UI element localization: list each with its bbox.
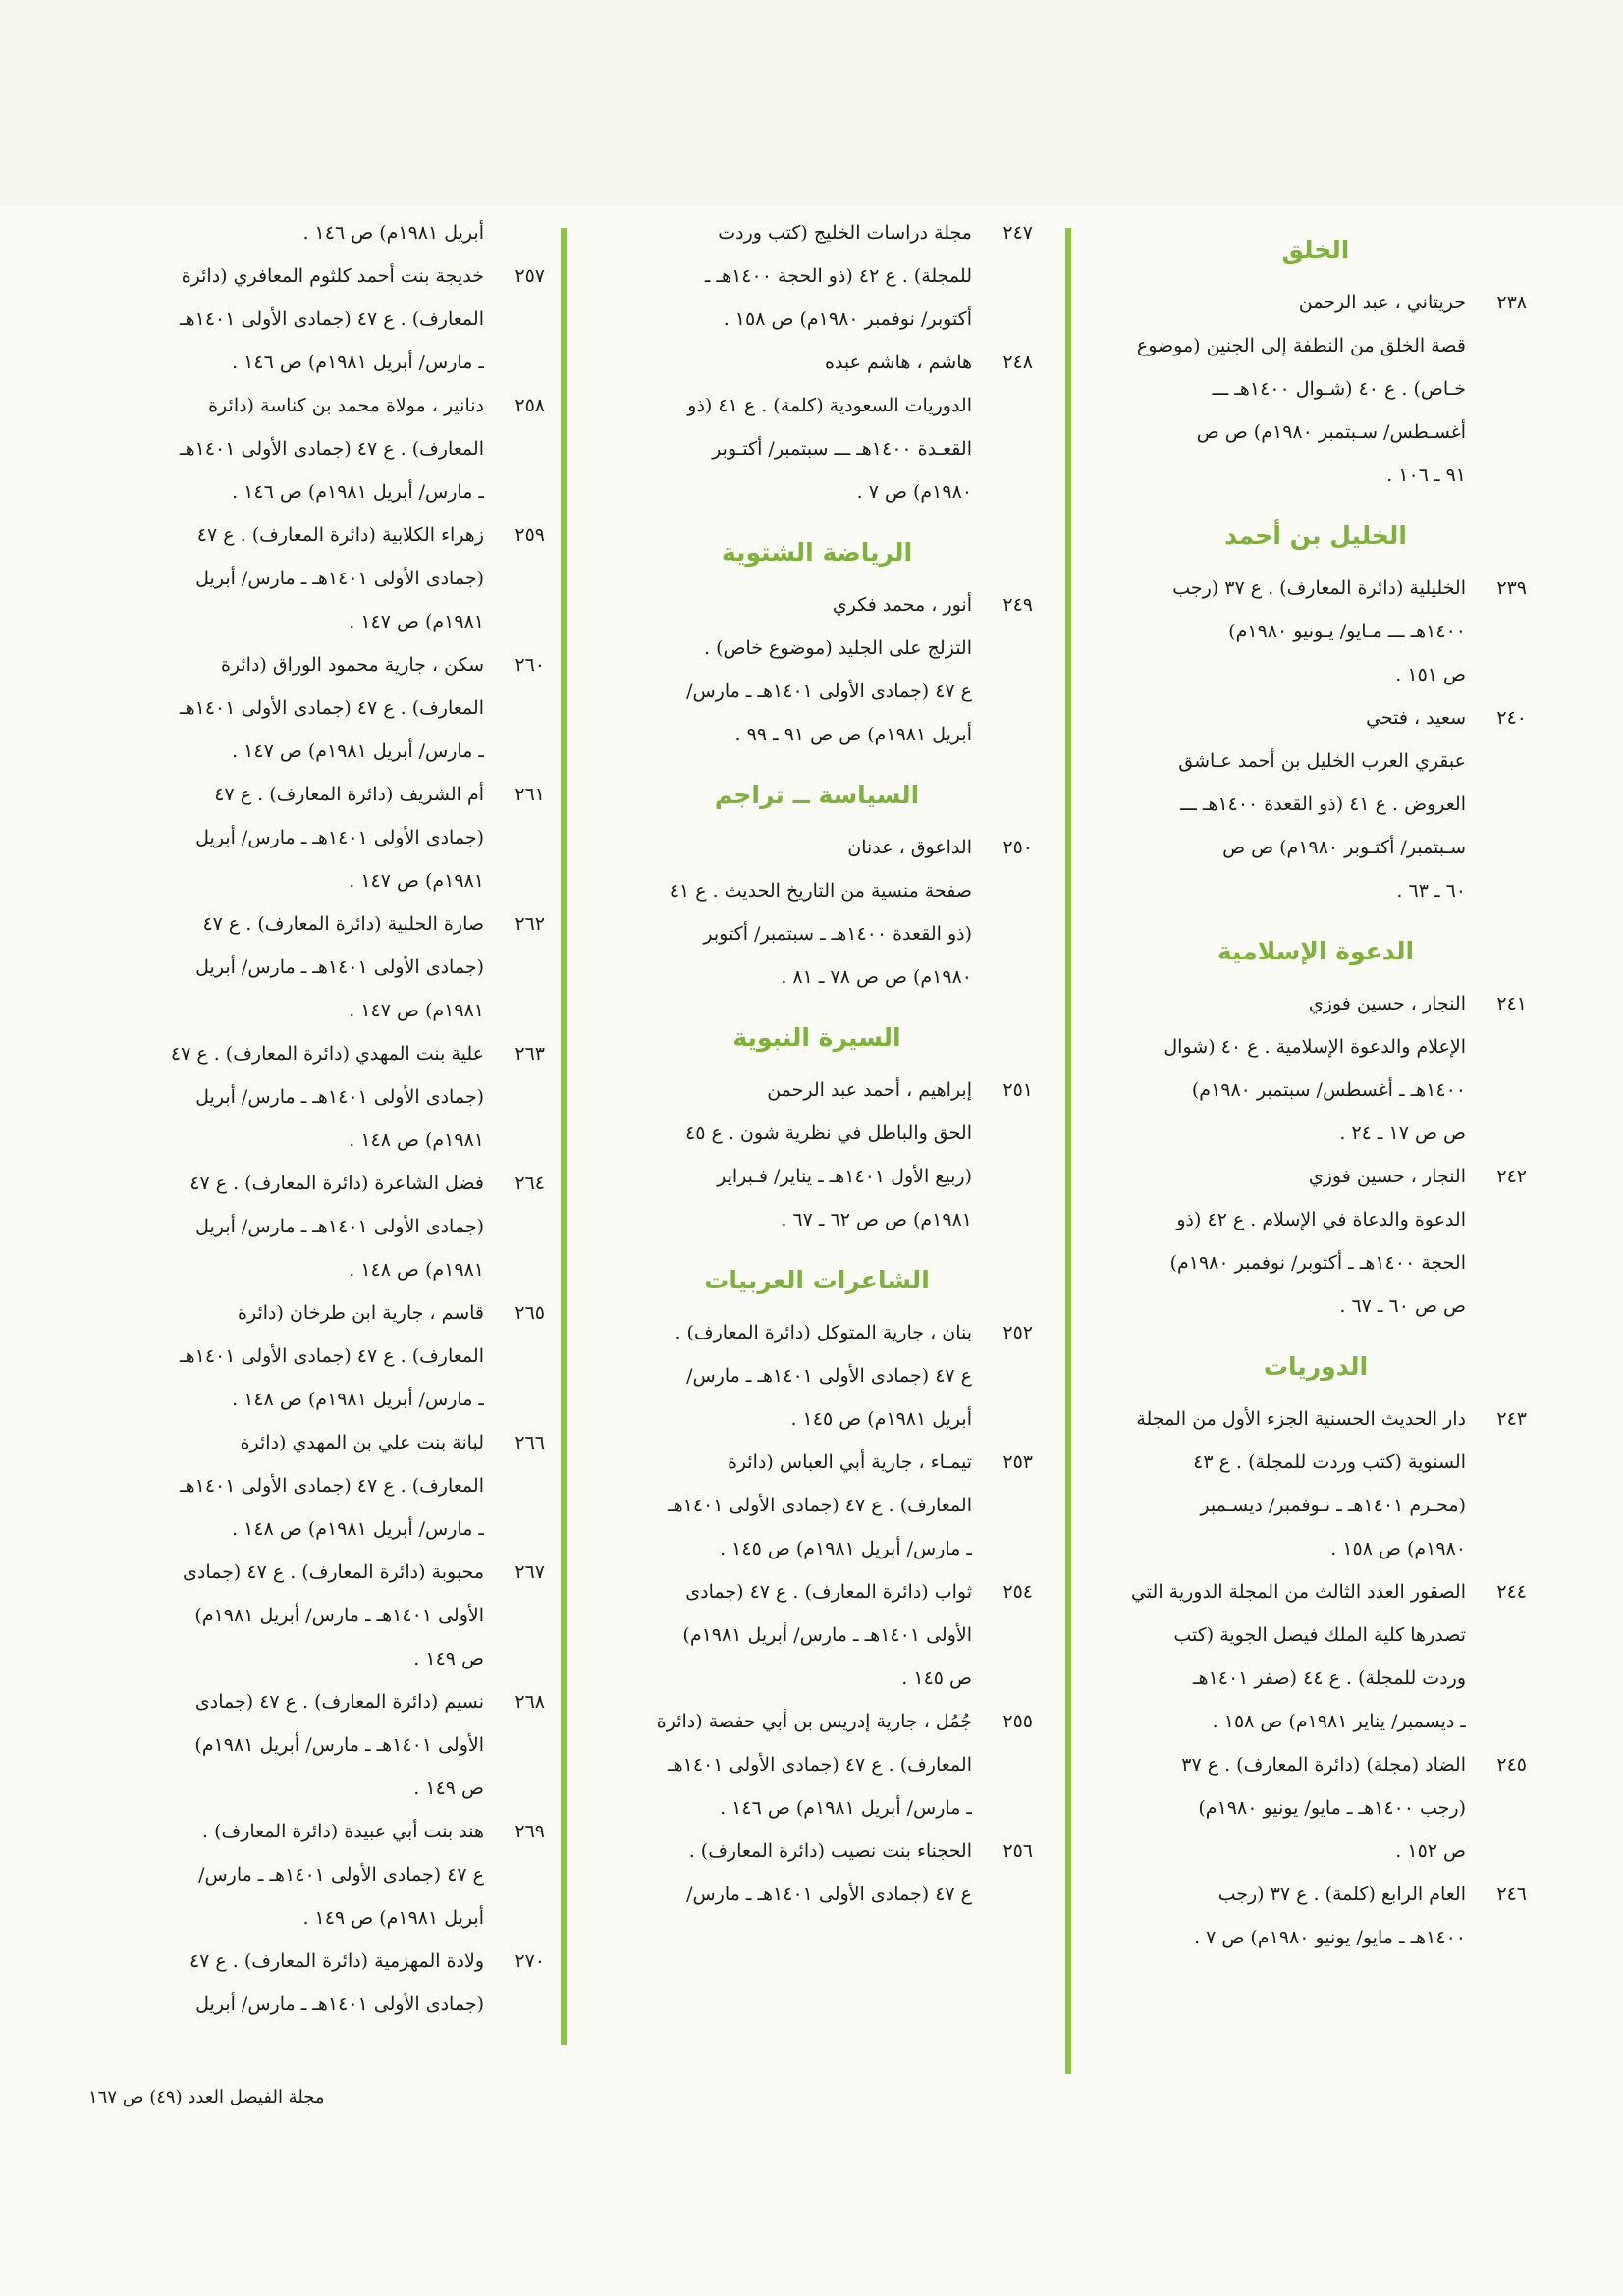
entry-line: الضاد (مجلة) (دائرة المعارف) . ع ٣٧ xyxy=(1181,1754,1466,1776)
entry-number: ٢٦٠ xyxy=(514,654,545,676)
entry-line: الأولى ١٤٠١هـ ـ مارس/ أبريل ١٩٨١م) xyxy=(194,1734,484,1756)
index-entry xyxy=(113,1940,545,2026)
entry-line: ص ١٤٩ . xyxy=(413,1777,484,1799)
entry-line: أبريل ١٩٨١م) ص ١٤٩ . xyxy=(302,1907,484,1929)
entry-number: ٢٦٥ xyxy=(514,1302,545,1324)
entry-number: ٢٥٠ xyxy=(1002,837,1033,858)
index-entry xyxy=(113,211,545,254)
entry-line: الإعلام والدعوة الإسلامية . ع ٤٠ (شوال xyxy=(1163,1036,1466,1058)
index-entry xyxy=(113,254,545,384)
entry-line: ٩١ ـ ١٠٦ . xyxy=(1386,465,1466,486)
entry-line: ص ١٥١ . xyxy=(1395,664,1466,685)
entry-number: ٢٤٠ xyxy=(1496,707,1527,729)
entry-line: جُمُل ، جارية إدريس بن أبي حفصة (دائرة xyxy=(656,1711,972,1732)
entry-number: ٢٥٥ xyxy=(1002,1711,1033,1732)
entry-line: ١٩٨٠م) ص ٧ . xyxy=(856,481,972,503)
index-entry xyxy=(1105,281,1527,497)
entry-number: ٢٤٣ xyxy=(1496,1408,1527,1430)
entry-line: ١٩٨١م) ص ١٤٨ . xyxy=(349,1259,484,1281)
entry-number: ٢٤٨ xyxy=(1002,352,1033,373)
entry-line: ع ٤٧ (جمادى الأولى ١٤٠١هـ ـ مارس/ xyxy=(686,1884,972,1905)
entry-line: المعارف) . ع ٤٧ (جمادى الأولى ١٤٠١هـ xyxy=(180,308,484,330)
entry-number: ٢٤٦ xyxy=(1496,1884,1527,1905)
entry-line: ـ مارس/ أبريل ١٩٨١م) ص ١٤٧ . xyxy=(232,740,484,762)
entry-line: ـ مارس/ أبريل ١٩٨١م) ص ١٤٦ . xyxy=(232,481,484,503)
entry-number: ٢٦١ xyxy=(514,784,545,805)
entry-number: ٢٤٧ xyxy=(1002,222,1033,244)
entry-line: القعـدة ١٤٠٠هـ ـــ سبتمبر/ أكتـوبر xyxy=(712,438,972,460)
entry-line: المعارف) . ع ٤٧ (جمادى الأولى ١٤٠١هـ xyxy=(180,697,484,719)
page-footer: مجلة الفيصل العدد (٤٩) ص ١٦٧ xyxy=(88,2087,325,2107)
column-divider xyxy=(561,228,567,2045)
entry-line: (جمادى الأولى ١٤٠١هـ ـ مارس/ أبريل xyxy=(195,1086,484,1108)
index-entry xyxy=(601,1311,1033,1441)
entry-line: ١٩٨١م) ص ص ٦٢ ـ ٦٧ . xyxy=(781,1209,972,1230)
index-entry xyxy=(113,384,545,514)
entry-line: (جمادى الأولى ١٤٠١هـ ـ مارس/ أبريل xyxy=(195,827,484,848)
entry-line: المعارف) . ع ٤٧ (جمادى الأولى ١٤٠١هـ xyxy=(668,1495,972,1516)
entry-line: العام الرابع (كلمة) . ع ٣٧ (رجب xyxy=(1217,1884,1466,1905)
section-heading: الخلق xyxy=(1281,236,1350,264)
index-entry xyxy=(113,643,545,773)
index-entry xyxy=(113,1291,545,1421)
index-entry xyxy=(113,902,545,1032)
entry-line: لبانة بنت علي بن المهدي (دائرة xyxy=(240,1432,484,1453)
entry-line: ـ مارس/ أبريل ١٩٨١م) ص ١٤٦ . xyxy=(232,352,484,373)
entry-line: نسيم (دائرة المعارف) . ع ٤٧ (جمادى xyxy=(194,1691,484,1713)
entry-line: ـ مارس/ أبريل ١٩٨١م) ص ١٤٨ . xyxy=(232,1518,484,1540)
entry-line: (جمادى الأولى ١٤٠١هـ ـ مارس/ أبريل xyxy=(195,1994,484,2015)
index-entry xyxy=(113,1421,545,1551)
index-entry xyxy=(113,1032,545,1162)
entry-line: صارة الحلبية (دائرة المعارف) . ع ٤٧ xyxy=(202,913,484,935)
column-middle xyxy=(601,211,1033,1916)
entry-line: أكتوبر/ نوفمبر ١٩٨٠م) ص ١٥٨ . xyxy=(723,308,972,330)
entry-number: ٢٦٣ xyxy=(514,1043,545,1065)
entry-line: زهراء الكلابية (دائرة المعارف) . ع ٤٧ xyxy=(196,524,484,546)
entry-line: قاسم ، جارية ابن طرخان (دائرة xyxy=(238,1302,484,1324)
entry-line: فضل الشاعرة (دائرة المعارف) . ع ٤٧ xyxy=(189,1173,484,1194)
entry-number: ٢٤٩ xyxy=(1002,594,1033,616)
entry-line: هند بنت أبي عبيدة (دائرة المعارف) . xyxy=(202,1821,484,1842)
entry-line: ص ١٥٢ . xyxy=(1395,1840,1466,1862)
entry-line: (جمادى الأولى ١٤٠١هـ ـ مارس/ أبريل xyxy=(195,1216,484,1237)
section-heading: الشاعرات العربيات xyxy=(704,1266,930,1294)
section-heading: السياسة ــ تراجم xyxy=(714,781,920,809)
entry-line: ـ ديسمبر/ يناير ١٩٨١م) ص ١٥٨ . xyxy=(1212,1711,1466,1732)
entry-line: (جمادى الأولى ١٤٠١هـ ـ مارس/ أبريل xyxy=(195,568,484,589)
entry-line: أنور ، محمد فكري xyxy=(832,594,972,616)
entry-line: ع ٤٧ (جمادى الأولى ١٤٠١هـ ـ مارس/ xyxy=(198,1864,484,1886)
entry-line: أبريل ١٩٨١م) ص ص ٩١ ـ ٩٩ . xyxy=(734,724,972,745)
entry-line: ١٤٠٠هـ ـ مايو/ يونيو ١٩٨٠م) ص ٧ . xyxy=(1194,1927,1466,1948)
entry-line: المعارف) . ع ٤٧ (جمادى الأولى ١٤٠١هـ xyxy=(180,438,484,460)
index-entry xyxy=(601,1068,1033,1241)
entry-number: ٢٤٢ xyxy=(1496,1166,1527,1187)
section-heading: الخليل بن أحمد xyxy=(1224,521,1407,550)
entry-line: ١٤٠٠هـ ـــ مـايو/ يـونيو ١٩٨٠م) xyxy=(1228,621,1466,642)
entry-line: (جمادى الأولى ١٤٠١هـ ـ مارس/ أبريل xyxy=(195,957,484,978)
entry-line: الحق والباطل في نظرية شون . ع ٤٥ xyxy=(685,1122,972,1144)
entry-line: الخليلية (دائرة المعارف) . ع ٣٧ (رجب xyxy=(1172,577,1466,599)
entry-line: الحجة ١٤٠٠هـ ـ أكتوبر/ نوفمبر ١٩٨٠م) xyxy=(1169,1252,1466,1274)
entry-number: ٢٥١ xyxy=(1002,1079,1033,1101)
entry-line: أبريل ١٩٨١م) ص ١٤٥ . xyxy=(790,1408,972,1430)
entry-line: أم الشريف (دائرة المعارف) . ع ٤٧ xyxy=(214,784,484,805)
entry-line: محبوبة (دائرة المعارف) . ع ٤٧ (جمادى xyxy=(183,1561,484,1583)
entry-line: دار الحديث الحسنية الجزء الأول من المجلة xyxy=(1136,1408,1466,1430)
entry-line: الأولى ١٤٠١هـ ـ مارس/ أبريل ١٩٨١م) xyxy=(194,1605,484,1626)
entry-line: (رجب ١٤٠٠هـ ـ مايو/ يونيو ١٩٨٠م) xyxy=(1198,1797,1466,1819)
entry-number: ٢٣٩ xyxy=(1496,577,1527,599)
entry-line: بنان ، جارية المتوكل (دائرة المعارف) . xyxy=(675,1322,972,1343)
entry-line: ص ص ١٧ ـ ٢٤ . xyxy=(1339,1122,1466,1144)
entry-line: حريتاني ، عبد الرحمن xyxy=(1298,292,1466,313)
index-entry xyxy=(113,1810,545,1940)
entry-line: خـاص) . ع ٤٠ (شـوال ١٤٠٠هـ ـــ xyxy=(1212,378,1466,400)
entry-line: ـ مارس/ أبريل ١٩٨١م) ص ١٤٨ . xyxy=(232,1389,484,1410)
entry-line: صفحة منسية من التاريخ الحديث . ع ٤١ xyxy=(669,880,972,902)
entry-line: العروض . ع ٤١ (ذو القعدة ١٤٠٠هـ ـــ xyxy=(1180,793,1466,815)
entry-line: ع ٤٧ (جمادى الأولى ١٤٠١هـ ـ مارس/ xyxy=(686,1365,972,1387)
entry-line: ١٩٨١م) ص ١٤٧ . xyxy=(349,870,484,892)
entry-line: المعارف) . ع ٤٧ (جمادى الأولى ١٤٠١هـ xyxy=(668,1754,972,1776)
entry-line: ١٩٨١م) ص ١٤٧ . xyxy=(349,611,484,632)
entry-number: ٢٦٤ xyxy=(514,1173,545,1194)
entry-number: ٢٤٤ xyxy=(1496,1581,1527,1603)
entry-line: ص ص ٦٠ ـ ٦٧ . xyxy=(1339,1295,1466,1317)
section-heading: الدوريات xyxy=(1263,1352,1369,1381)
entry-line: وردت للمجلة) . ع ٤٤ (صفر ١٤٠١هـ xyxy=(1192,1667,1466,1689)
index-entry xyxy=(1105,1397,1527,1570)
entry-line: ـ مارس/ أبريل ١٩٨١م) ص ١٤٥ . xyxy=(720,1538,972,1559)
entry-line: الحجناء بنت نصيب (دائرة المعارف) . xyxy=(688,1840,972,1862)
entry-line: ع ٤٧ (جمادى الأولى ١٤٠١هـ ـ مارس/ xyxy=(686,681,972,702)
entry-line: المعارف) . ع ٤٧ (جمادى الأولى ١٤٠١هـ xyxy=(180,1475,484,1497)
index-entry xyxy=(113,1162,545,1291)
entry-number: ٢٦٦ xyxy=(514,1432,545,1453)
entry-line: الدوريات السعودية (كلمة) . ع ٤١ (ذو xyxy=(687,395,972,416)
entry-line: التزلج على الجليد (موضوع خاص) . xyxy=(704,637,972,659)
entry-number: ٢٥٢ xyxy=(1002,1322,1033,1343)
entry-line: ١٩٨٠م) ص ١٥٨ . xyxy=(1330,1538,1466,1559)
entry-line: علية بنت المهدي (دائرة المعارف) . ع ٤٧ xyxy=(170,1043,484,1065)
entry-number: ٢٥٩ xyxy=(514,524,545,546)
entry-line: ص ١٤٩ . xyxy=(413,1648,484,1669)
index-entry xyxy=(113,1680,545,1810)
entry-number: ٢٥٨ xyxy=(514,395,545,416)
entry-line: ـ مارس/ أبريل ١٩٨١م) ص ١٤٦ . xyxy=(720,1797,972,1819)
column-left xyxy=(113,211,545,2026)
column-divider xyxy=(1065,228,1071,2074)
entry-number: ٢٥٦ xyxy=(1002,1840,1033,1862)
index-entry xyxy=(601,1441,1033,1570)
index-entry xyxy=(1105,696,1527,912)
index-entry xyxy=(1105,1743,1527,1873)
entry-number: ٢٣٨ xyxy=(1496,292,1527,313)
entry-line: الدعوة والدعاة في الإسلام . ع ٤٢ (ذو xyxy=(1176,1209,1466,1230)
column-right xyxy=(1105,211,1527,1959)
entry-line: الأولى ١٤٠١هـ ـ مارس/ أبريل ١٩٨١م) xyxy=(682,1624,972,1646)
entry-number: ٢٦٧ xyxy=(514,1561,545,1583)
entry-number: ٢٥٤ xyxy=(1002,1581,1033,1603)
section-heading: الرياضة الشتوية xyxy=(721,538,913,567)
entry-line: سعيد ، فتحي xyxy=(1366,707,1466,729)
entry-number: ٢٥٣ xyxy=(1002,1451,1033,1473)
entry-line: إبراهيم ، أحمد عبد الرحمن xyxy=(767,1079,972,1101)
entry-line: تصدرها كلية الملك فيصل الجوية (كتب xyxy=(1173,1624,1466,1646)
entry-line: مجلة دراسات الخليج (كتب وردت xyxy=(718,222,972,244)
section-heading: السيرة النبوية xyxy=(732,1023,901,1052)
entry-line: (ربيع الأول ١٤٠١هـ ـ يناير/ فـبراير xyxy=(717,1166,972,1187)
index-entry xyxy=(601,341,1033,514)
entry-line: النجار ، حسين فوزي xyxy=(1308,993,1466,1014)
index-entry xyxy=(601,1570,1033,1700)
index-entry xyxy=(601,583,1033,756)
index-entry xyxy=(601,1700,1033,1830)
entry-line: عبقري العرب الخليل بن أحمد عـاشق xyxy=(1178,750,1466,772)
entry-line: الصقور العدد الثالث من المجلة الدورية التي xyxy=(1130,1581,1466,1603)
entry-line: النجار ، حسين فوزي xyxy=(1308,1166,1466,1187)
entry-number: ٢٤١ xyxy=(1496,993,1527,1014)
entry-line: الداعوق ، عدنان xyxy=(847,837,972,858)
index-entry xyxy=(601,1830,1033,1916)
index-entry xyxy=(1105,1155,1527,1328)
entry-line: تيمـاء ، جارية أبي العباس (دائرة xyxy=(727,1451,972,1473)
entry-line: ٦٠ ـ ٦٣ . xyxy=(1396,880,1466,902)
section-heading: الدعوة الإسلامية xyxy=(1217,937,1415,965)
entry-line: المعارف) . ع ٤٧ (جمادى الأولى ١٤٠١هـ xyxy=(180,1345,484,1367)
entry-number: ٢٦٩ xyxy=(514,1821,545,1842)
index-entry xyxy=(601,826,1033,999)
entry-number: ٢٥٧ xyxy=(514,265,545,287)
entry-number: ٢٤٥ xyxy=(1496,1754,1527,1776)
entry-line: دنانير ، مولاة محمد بن كناسة (دائرة xyxy=(208,395,484,416)
entry-line: ١٩٨٠م) ص ص ٧٨ ـ ٨١ . xyxy=(781,966,972,988)
entry-line: هاشم ، هاشم عبده xyxy=(825,352,972,373)
entry-number: ٢٦٨ xyxy=(514,1691,545,1713)
entry-line: ثواب (دائرة المعارف) . ع ٤٧ (جمادى xyxy=(685,1581,972,1603)
entry-line: ١٤٠٠هـ ـ أغسطس/ سبتمبر ١٩٨٠م) xyxy=(1191,1079,1466,1101)
entry-line: ولادة المهزمية (دائرة المعارف) . ع ٤٧ xyxy=(189,1950,484,1972)
entry-line: للمجلة) . ع ٤٢ (ذو الحجة ١٤٠٠هـ ـ xyxy=(704,265,972,287)
entry-number: ٢٦٢ xyxy=(514,913,545,935)
entry-line: خديجة بنت أحمد كلثوم المعافري (دائرة xyxy=(181,265,484,287)
index-entry xyxy=(113,773,545,902)
entry-line: قصة الخلق من النطفة إلى الجنين (موضوع xyxy=(1136,335,1466,356)
entry-line: سكن ، جارية محمود الوراق (دائرة xyxy=(220,654,484,676)
page-top-band xyxy=(0,0,1623,206)
entry-line: ١٩٨١م) ص ١٤٨ . xyxy=(349,1129,484,1151)
entry-number: ٢٧٠ xyxy=(514,1950,545,1972)
entry-line: ص ١٤٥ . xyxy=(901,1667,972,1689)
entry-line: السنوية (كتب وردت للمجلة) . ع ٤٣ xyxy=(1193,1451,1466,1473)
entry-line: (ذو القعدة ١٤٠٠هـ ـ سبتمبر/ أكتوبر xyxy=(703,923,972,945)
entry-line: ١٩٨١م) ص ١٤٧ . xyxy=(349,1000,484,1021)
index-entry xyxy=(113,1551,545,1680)
entry-line: (محـرم ١٤٠١هـ ـ نـوفمبر/ ديسـمبر xyxy=(1200,1495,1466,1516)
index-entry xyxy=(113,514,545,643)
index-entry xyxy=(1105,567,1527,696)
index-entry xyxy=(601,211,1033,341)
entry-line: أغسـطس/ سـبتمبر ١٩٨٠م) ص ص xyxy=(1196,421,1466,443)
entry-line: أبريل ١٩٨١م) ص ١٤٦ . xyxy=(302,222,484,244)
index-entry xyxy=(1105,1570,1527,1743)
entry-line: سـبتمبر/ أكتـوبر ١٩٨٠م) ص ص xyxy=(1222,837,1466,858)
index-entry xyxy=(1105,982,1527,1155)
index-entry xyxy=(1105,1873,1527,1959)
